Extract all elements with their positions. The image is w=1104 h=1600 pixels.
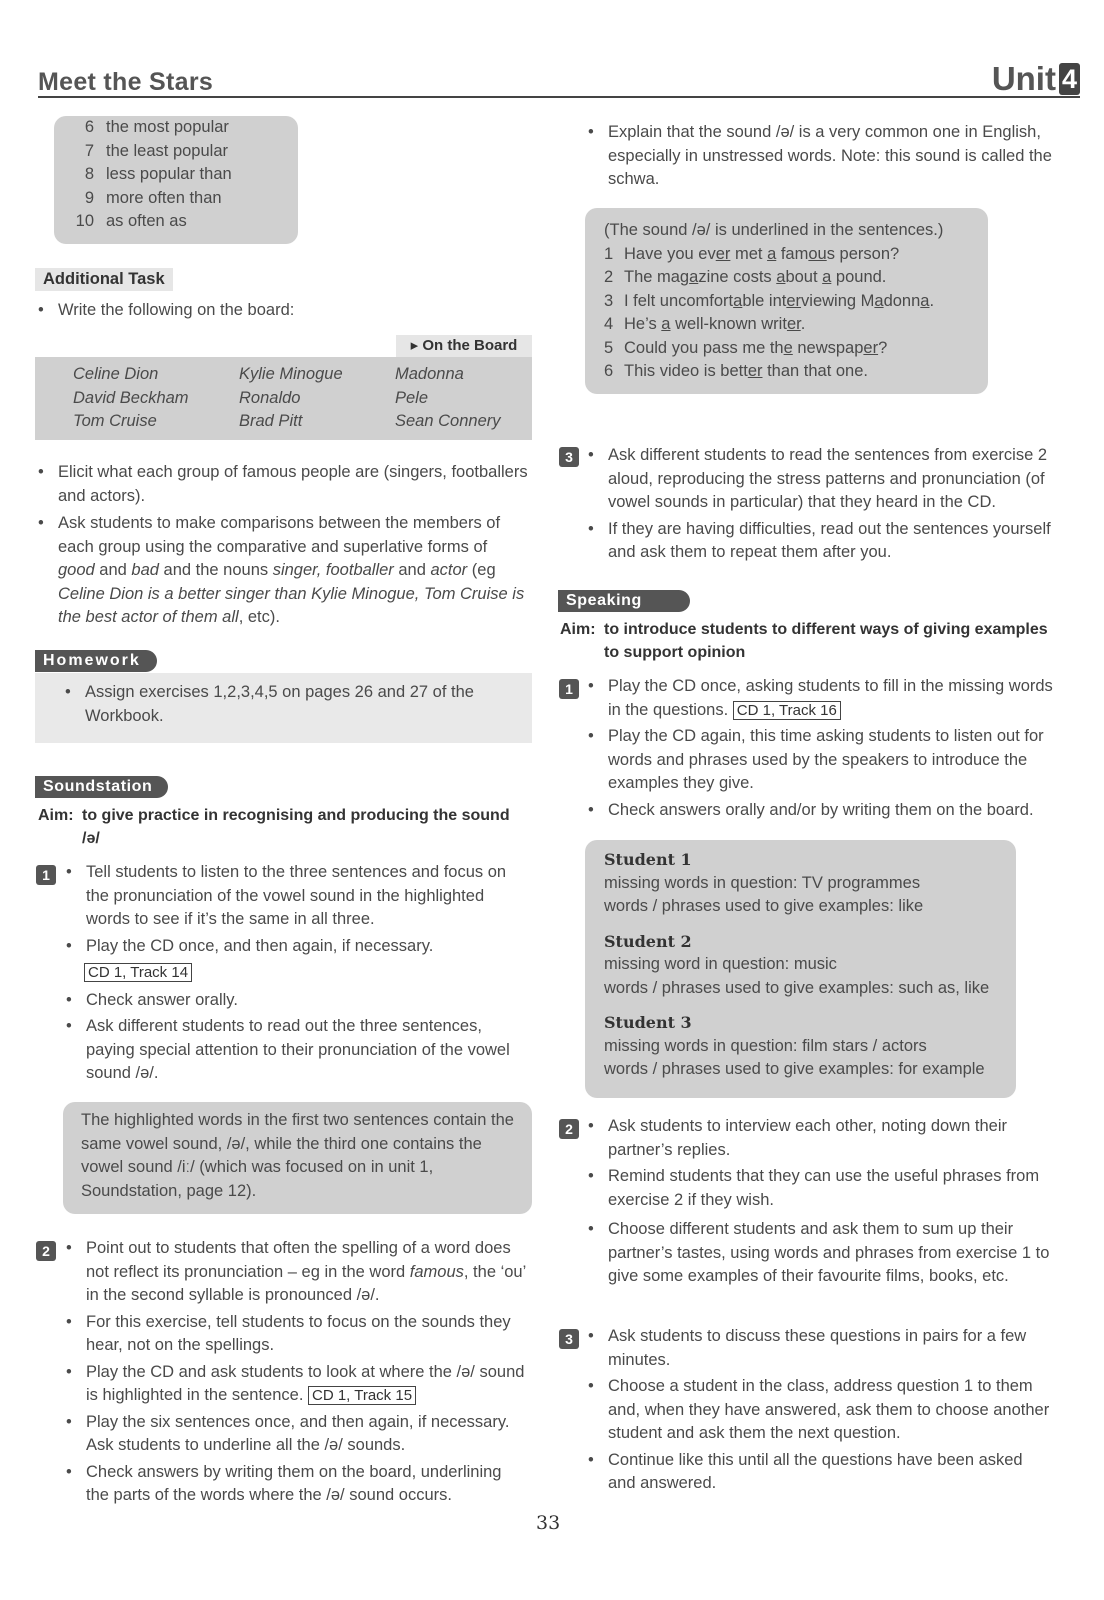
board-name: Tom Cruise — [73, 412, 157, 430]
student-line: missing word in question: music — [604, 955, 837, 973]
additional-task-bullets: • Elicit what each group of famous people are (singers, footballers and actors). • Ask students to make comparisons between the members of each group using the comparative and superlative forms of good and bad and the nouns singer, footballer and actor (eg Celine Dion is a better singer than Kylie Minogue, Tom Cruise is the best actor of them all, etc). — [38, 463, 528, 626]
speaking-step-3-badge: 3 — [559, 1329, 579, 1349]
list-item: 10 as often as — [75, 212, 187, 230]
list-item: 8 less popular than — [84, 165, 232, 183]
box-heading: (The sound /ə/ is underlined in the sentences.) — [604, 221, 944, 239]
board-name: Brad Pitt — [239, 412, 303, 430]
cd-track-label: CD 1, Track 14 — [84, 963, 192, 982]
student-line: words / phrases used to give examples: such as, like — [604, 978, 990, 997]
board-name: Madonna — [395, 365, 464, 383]
page-number: 33 — [536, 1512, 561, 1534]
homework-heading: Homework — [35, 650, 157, 672]
additional-task-heading: Additional Task — [35, 268, 173, 291]
list-item: 9 more often than — [84, 188, 222, 207]
board-name: Celine Dion — [73, 365, 159, 383]
page-title: Meet the Stars — [38, 68, 214, 96]
on-the-board-label: ▸ On the Board — [396, 335, 532, 357]
homework-box: • Assign exercises 1,2,3,4,5 on pages 26 and 27 of the Workbook. — [35, 673, 532, 743]
student-heading: Student 3 — [604, 1013, 692, 1032]
additional-task-bullet: • Write the following on the board: — [38, 301, 295, 319]
soundstation-aim: Aim: to give practice in recognising and producing the sound /ə/ — [38, 807, 510, 847]
list-item: 6 the most popular — [84, 118, 229, 136]
student-line: words / phrases used to give examples: like — [604, 897, 924, 915]
header-rule — [38, 96, 1080, 98]
soundstation-step1: • Tell students to listen to the three sentences and focus on the pronunciation of the vowel sound in the highlighted words to see if it’s the same in all three. • Play the CD once, and then again, if necessary. CD 1, Track 14 • Check answer orally. • Ask different students to read out the three sentences, paying special attention to their pronunciation of the vowel sound /ə/. — [66, 863, 510, 1082]
answer-list-box — [54, 116, 298, 244]
soundstation-step3: • Ask different students to read the sentences from exercise 2 aloud, reproducing the stress patterns and pronunciation (of vowel sounds in particular) that they heard in the CD. • If they are having difficulties, read out the sentences yourself and ask them to repeat them after you. — [588, 446, 1051, 561]
speaking-step1: • Play the CD once, asking students to fill in the missing words in the questions. CD 1, Track 16 • Play the CD again, this time asking students to listen out for words and phrases used by the speakers to introduce the examples they give. • Check answers orally and/or by writing them on the board. — [588, 677, 1053, 819]
speaking-step-1-badge: 1 — [559, 679, 579, 699]
cd-track-label: CD 1, Track 15 — [308, 1386, 416, 1405]
sentence: 6 This video is better than that one. — [604, 362, 868, 380]
board-name: David Beckham — [73, 388, 189, 407]
speaking-step-2-badge: 2 — [559, 1119, 579, 1139]
board-box — [35, 357, 532, 440]
unit-text: Unit — [991, 60, 1056, 97]
soundstation-note-box: The highlighted words in the first two sentences contain the same vowel sound, /ə/, while the third one contains the vowel sound /iː/ (which was focused on in unit 1, Soundstation, page 12). — [63, 1102, 532, 1214]
sentence: 1 Have you ever met a famous person? — [604, 244, 900, 263]
sentences-box — [585, 208, 988, 394]
student-line: missing words in question: TV programmes — [604, 873, 921, 892]
sentence: 4 He’s a well-known writer. — [604, 315, 806, 333]
student-heading: Student 2 — [604, 931, 692, 951]
student-line: missing words in question: film stars / actors — [604, 1036, 927, 1055]
soundstation-step2: • Point out to students that often the spelling of a word does not reflect its pronunciation – eg in the word famous, the ‘ou’ in the second syllable is pronounced /ə/. • For this exercise, tell students to focus on the sounds they hear, not on the spellings. • Play the CD and ask students to look at where the /ə/ sound is highlighted in the sentence. CD 1, Track 15 • Play the six sentences once, and then again, if necessary. Ask students to underline all the /ə/ sounds. • Check answers by writing them on the board, underlining the parts of the words where the /ə/ sound occurs. — [66, 1239, 526, 1504]
list-item: 7 the least popular — [84, 141, 229, 160]
board-name: Sean Connery — [395, 412, 501, 430]
step-2-badge: 2 — [36, 1241, 56, 1261]
student-line: words / phrases used to give examples: for example — [604, 1060, 985, 1078]
step-3-badge: 3 — [559, 447, 579, 467]
schwa-intro: • Explain that the sound /ə/ is a very common one in English, especially in unstressed words. Note: this sound is called the schwa. — [588, 123, 1052, 188]
speaking-step3: • Ask students to discuss these questions in pairs for a few minutes. • Choose a student in the class, address question 1 to them and, when they have answered, ask them to choose another student and ask them the next question. • Continue like this until all the questions have been asked and answered. — [588, 1327, 1050, 1492]
speaking-heading: Speaking — [558, 590, 690, 612]
sentence: 5 Could you pass me the newspaper? — [604, 338, 888, 357]
soundstation-heading: Soundstation — [35, 776, 168, 798]
board-name: Pele — [395, 388, 429, 407]
unit-number-badge: 4 — [1059, 63, 1080, 95]
student-heading: Student 1 — [604, 850, 692, 869]
step-1-badge: 1 — [36, 865, 56, 885]
board-name: Ronaldo — [239, 388, 301, 407]
speaking-aim: Aim: to introduce students to different ways of giving examples to support opinion — [560, 621, 1048, 661]
board-name: Kylie Minogue — [239, 365, 343, 383]
sentence: 3 I felt uncomfortable interviewing Madonna. — [604, 291, 935, 310]
cd-track-label: CD 1, Track 16 — [733, 701, 841, 720]
students-box — [585, 840, 1016, 1098]
sentence: 2 The magazine costs about a pound. — [604, 268, 887, 286]
unit-label — [992, 60, 1080, 98]
speaking-step2: • Ask students to interview each other, noting down their partner’s replies. • Remind students that they can use the useful phrases from exercise 2 if they wish. • Choose different students and ask them to sum up their partner’s tastes, using words and phrases from exercise 1 to give some examples of their favourite films, books, etc. — [588, 1117, 1050, 1285]
